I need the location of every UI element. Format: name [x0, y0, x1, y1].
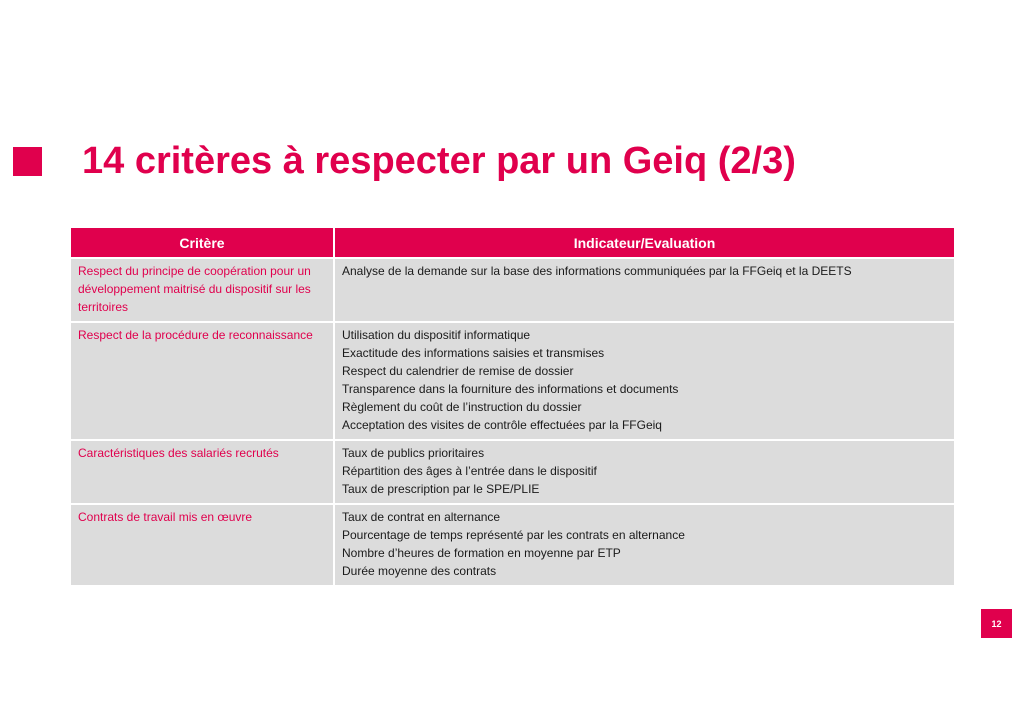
table-row	[71, 322, 954, 440]
criterion-cell: Respect du principe de coopération pour un développement maitrisé du dispositif sur les territoires	[71, 258, 334, 322]
indicator-item: Taux de contrat en alternance	[342, 510, 501, 524]
page-number-badge: 12	[981, 609, 1012, 638]
indicator-cell	[334, 440, 954, 504]
indicator-item: Utilisation du dispositif informatique	[342, 328, 531, 342]
criteria-table	[71, 228, 954, 585]
indicator-item: Répartition des âges à l’entrée dans le dispositif	[342, 464, 597, 478]
slide-title: 14 critères à respecter par un Geiq (2/3)	[82, 140, 796, 182]
indicator-cell	[334, 504, 954, 585]
indicator-item: Règlement du coût de l’instruction du dossier	[342, 400, 582, 414]
table-row	[71, 504, 954, 585]
table-row	[71, 258, 954, 322]
title-bullet-square	[13, 147, 42, 176]
indicator-item: Nombre d’heures de formation en moyenne par ETP	[342, 546, 621, 560]
indicator-item: Acceptation des visites de contrôle effectuées par la FFGeiq	[342, 418, 662, 432]
indicator-item: Transparence dans la fourniture des informations et documents	[342, 382, 679, 396]
criterion-cell: Respect de la procédure de reconnaissance	[71, 322, 334, 440]
column-header-criterion: Critère	[71, 228, 334, 258]
table-header-row	[71, 228, 954, 258]
table-row	[71, 440, 954, 504]
criterion-cell: Caractéristiques des salariés recrutés	[71, 440, 334, 504]
indicator-item: Exactitude des informations saisies et transmises	[342, 346, 605, 360]
indicator-cell	[334, 322, 954, 440]
indicator-item: Taux de prescription par le SPE/PLIE	[342, 482, 540, 496]
indicator-item: Analyse de la demande sur la base des informations communiquées par la FFGeiq et la DEETS	[342, 264, 852, 278]
indicator-item: Respect du calendrier de remise de dossier	[342, 364, 574, 378]
indicator-item: Durée moyenne des contrats	[342, 564, 497, 578]
indicator-cell	[334, 258, 954, 322]
indicator-item: Pourcentage de temps représenté par les contrats en alternance	[342, 528, 685, 542]
indicator-item: Taux de publics prioritaires	[342, 446, 485, 460]
criterion-cell: Contrats de travail mis en œuvre	[71, 504, 334, 585]
column-header-indicator: Indicateur/Evaluation	[334, 228, 954, 258]
